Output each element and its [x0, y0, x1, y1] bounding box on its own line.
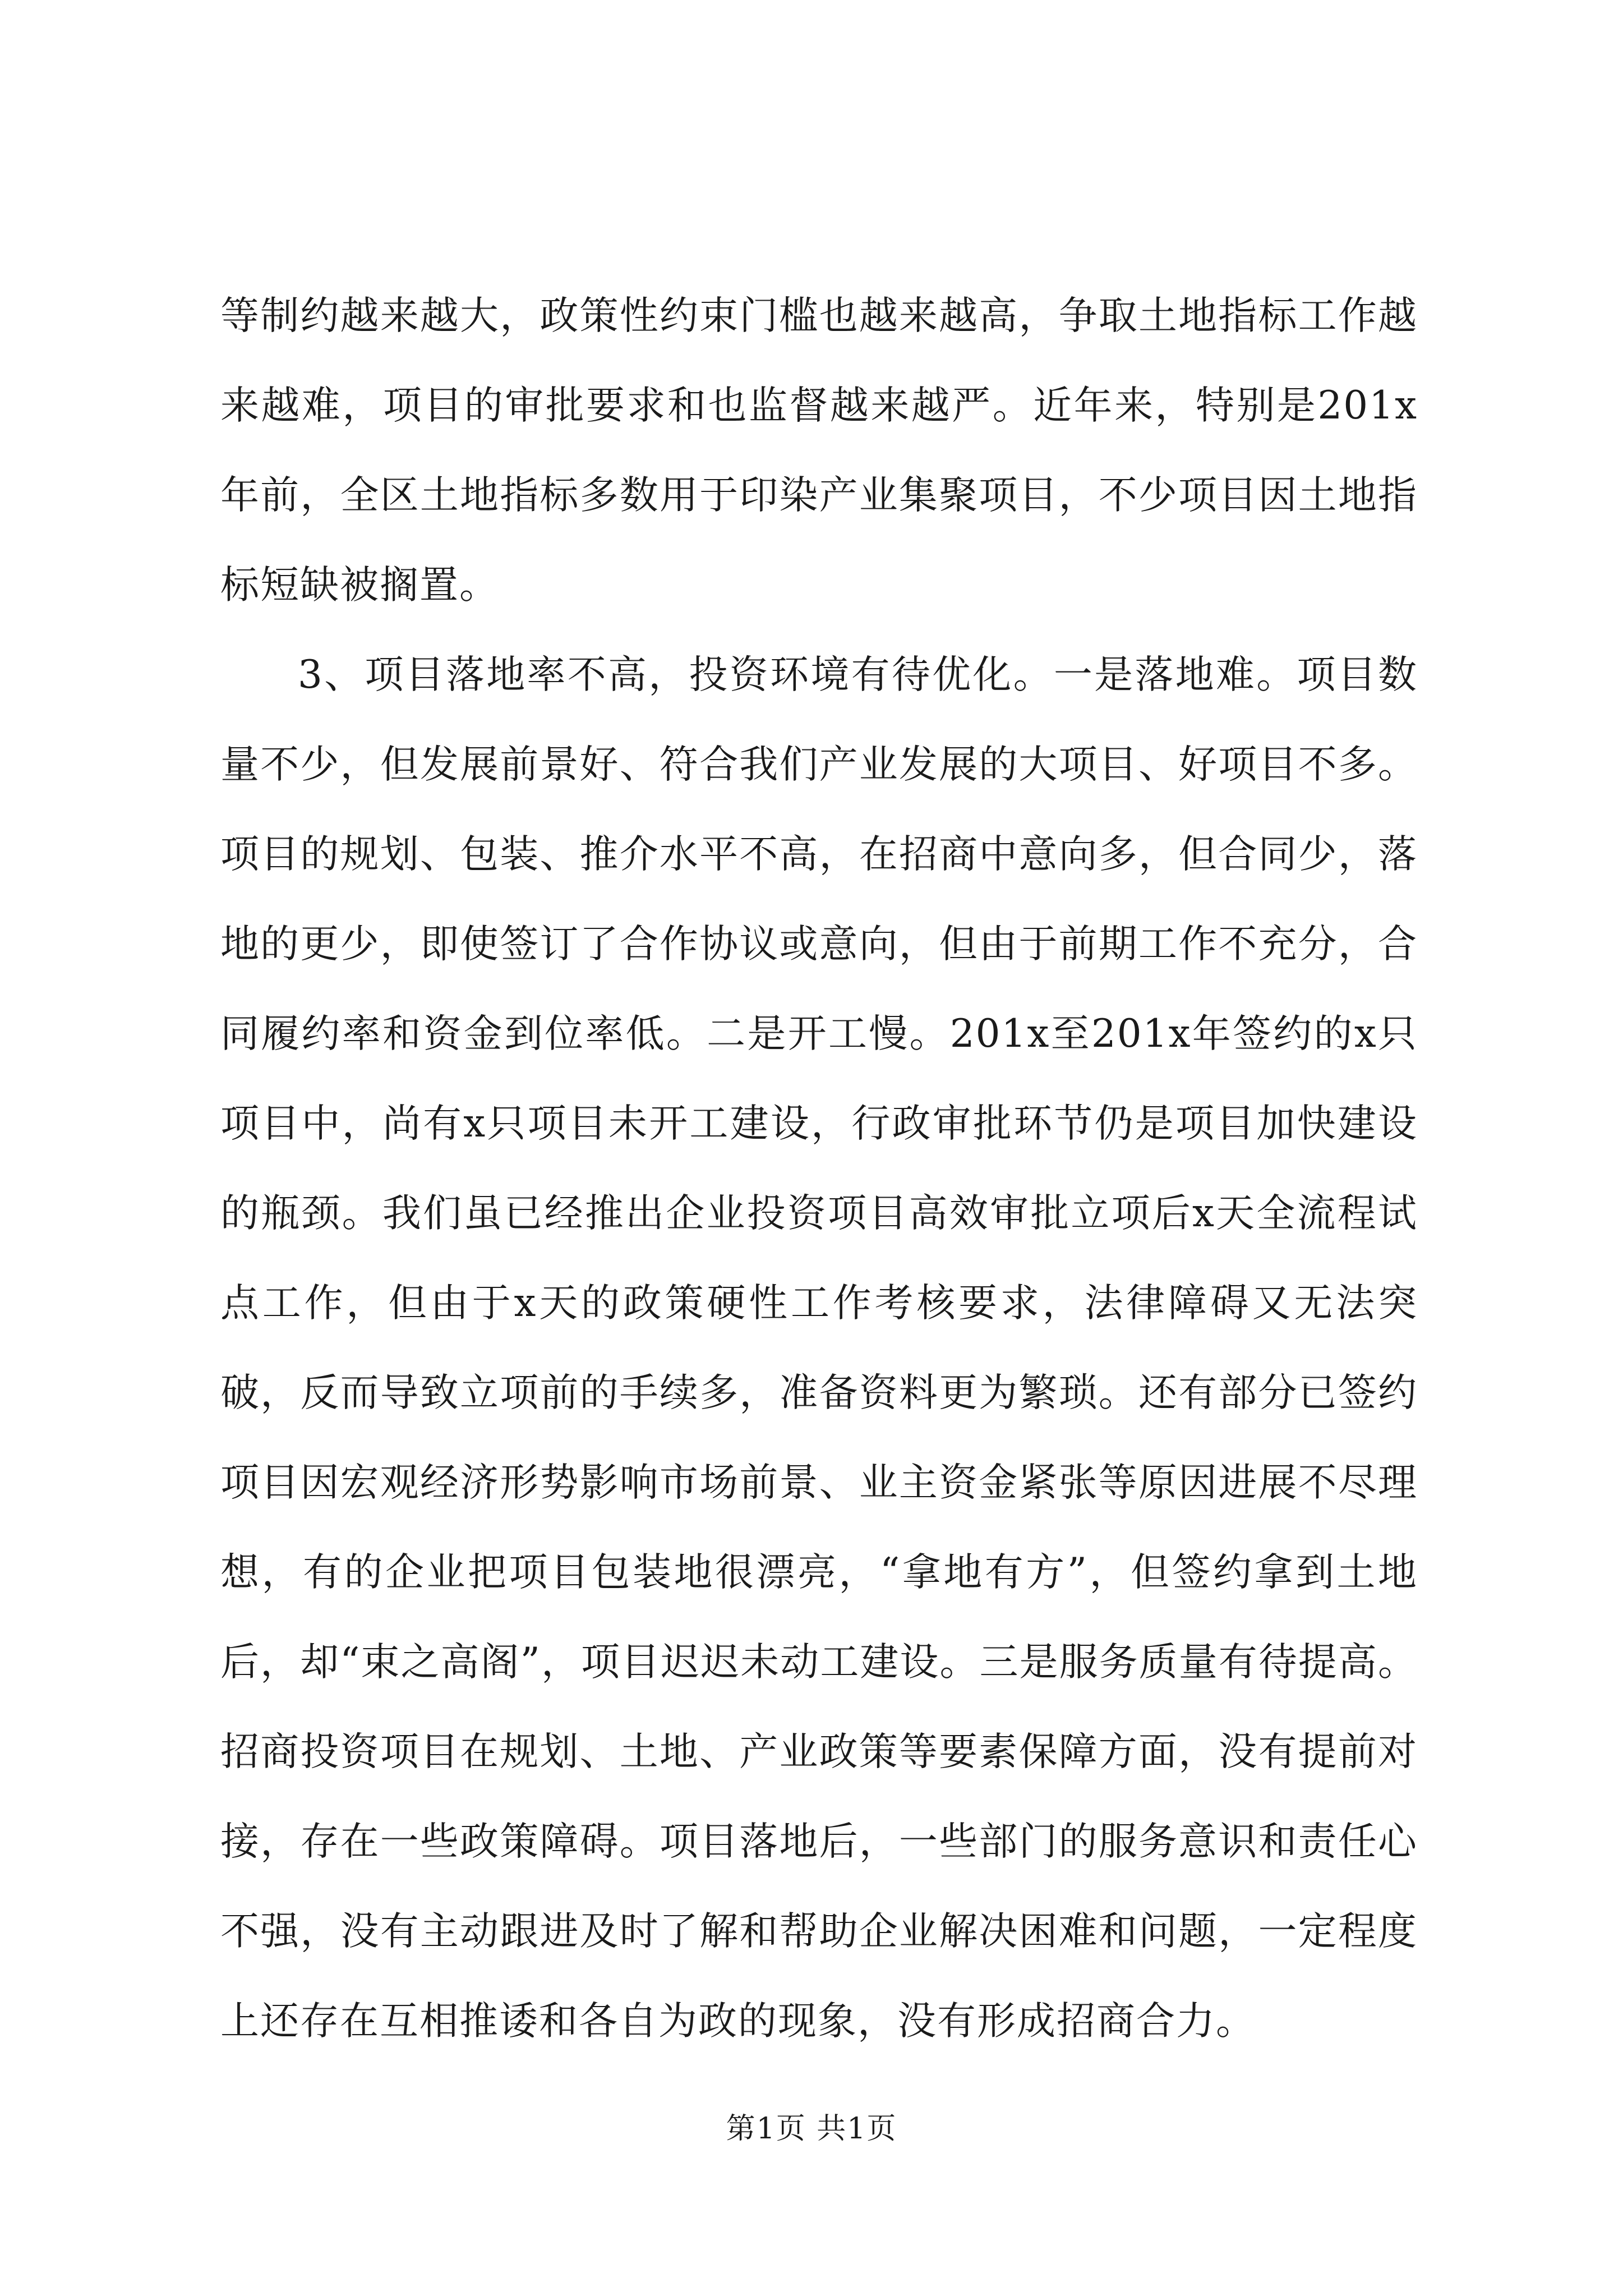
paragraph-project-landing: 3、项目落地率不高，投资环境有待优化。一是落地难。项目数量不少，但发展前景好、符合我们产业发展的大项目、好项目不多。项目的规划、包装、推介水平不高，在招商中意向多，但合同少，落地的更少，即使签订了合作协议或意向，但由于前期工作不充分，合同履约率和资金到位率低。二是开工慢。201x至201x年签约的x只项目中，尚有x只项目未开工建设，行政审批环节仍是项目加快建设的瓶颈。我们虽已经推出企业投资项目高效审批立项后x天全流程试点工作，但由于x天的政策硬性工作考核要求，法律障碍又无法突破，反而导致立项前的手续多，准备资料更为繁琐。还有部分已签约项目因宏观经济形势影响市场前景、业主资金紧张等原因进展不尽理想，有的企业把项目包装地很漂亮，“拿地有方”，但签约拿到土地后，却“束之高阁”，项目迟迟未动工建设。三是服务质量有待提高。招商投资项目在规划、土地、产业政策等要素保障方面，没有提前对接，存在一些政策障碍。项目落地后，一些部门的服务意识和责任心不强，没有主动跟进及时了解和帮助企业解决困难和问题，一定程度上还存在互相推诿和各自为政的现象，没有形成招商合力。 — [220, 652, 1418, 2044]
body-text — [220, 293, 1418, 2066]
paragraph-land-quota: 等制约越来越大，政策性约束门槛也越来越高，争取土地指标工作越来越难，项目的审批要求和也监督越来越严。近年来，特别是201x年前，全区土地指标多数用于印染产业集聚项目，不少项目因土地指标短缺被搁置。 — [220, 293, 1418, 608]
page-number-footer: 第1页 共1页 — [726, 2112, 897, 2146]
